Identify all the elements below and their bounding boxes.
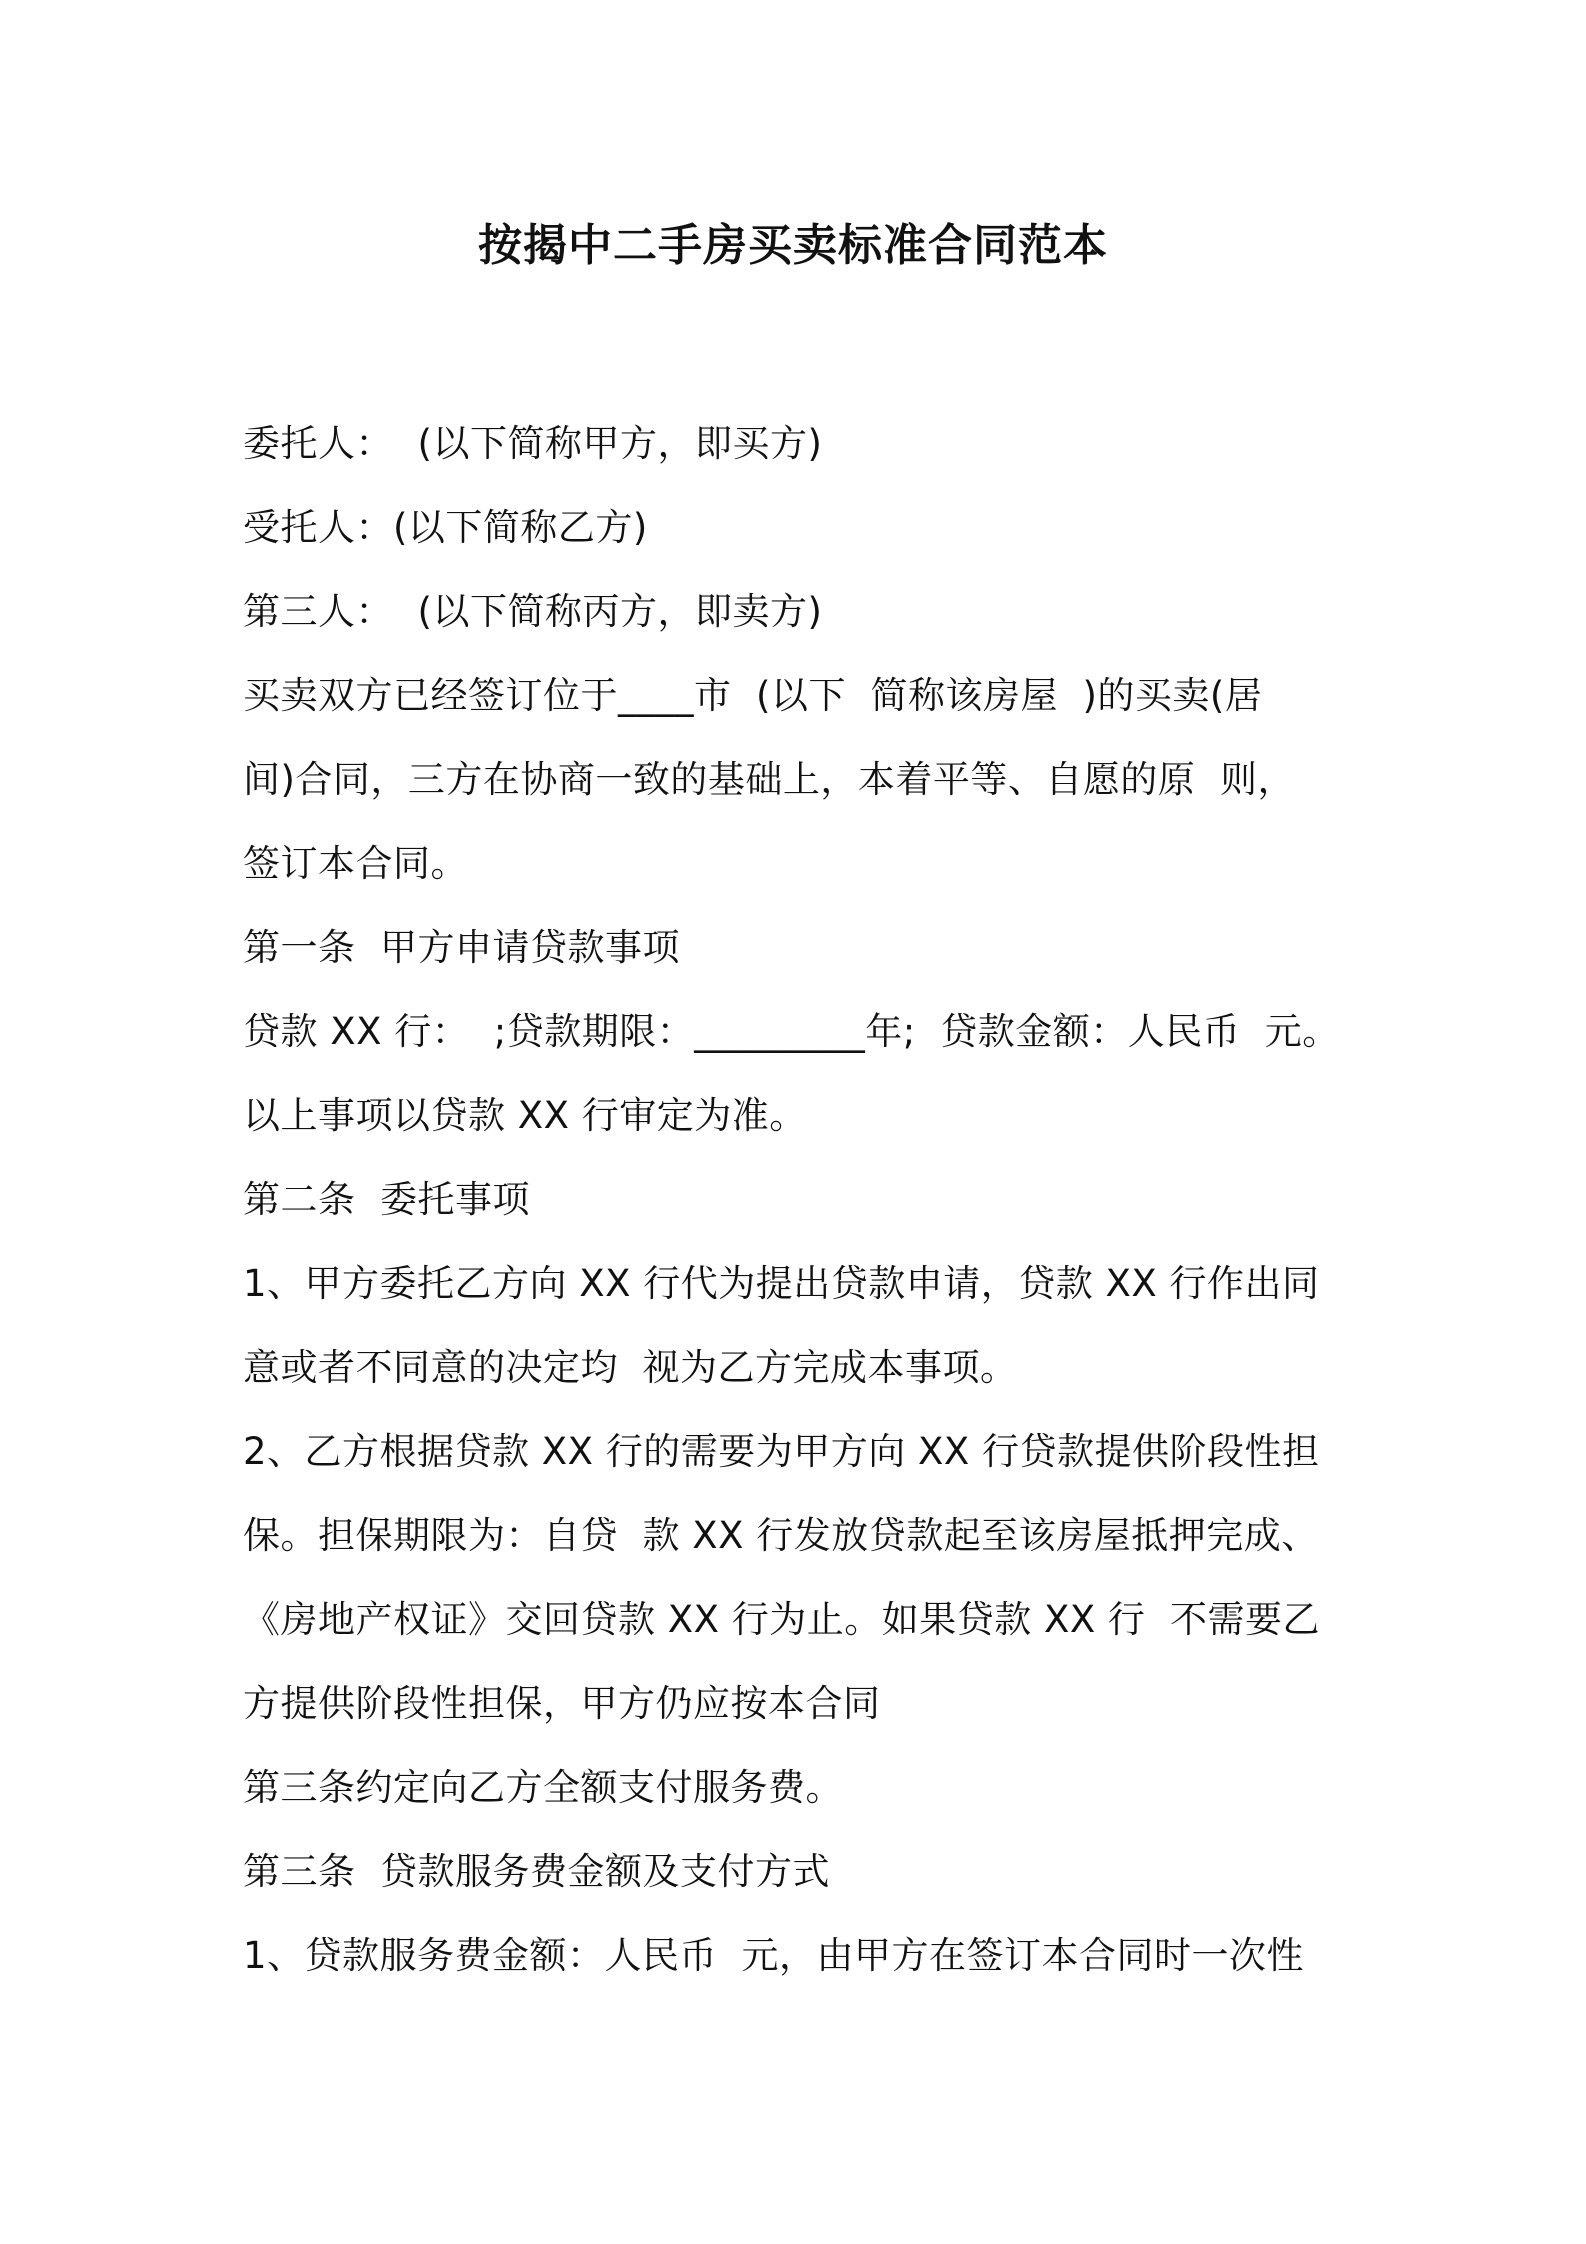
clause-line: 签订本合同。 <box>243 842 468 885</box>
clause-line: 第三条约定向乙方全额支付服务费。 <box>243 1766 843 1809</box>
section-heading: 第二条 委托事项 <box>243 1178 531 1221</box>
clause-line: 贷款 XX 行： ;贷款期限：_________年; 贷款金额：人民币 元。 <box>243 1010 1340 1053</box>
section-heading: 第三条 贷款服务费金额及支付方式 <box>243 1850 831 1893</box>
clause-line: 1、甲方委托乙方向 XX 行代为提出贷款申请，贷款 XX 行作出同 <box>243 1262 1320 1305</box>
document-title: 按揭中二手房买卖标准合同范本 <box>478 220 1108 271</box>
clause-line: 以上事项以贷款 XX 行审定为准。 <box>243 1094 807 1137</box>
clause-line: 意或者不同意的决定均 视为乙方完成本事项。 <box>243 1346 1018 1389</box>
clause-line: 委托人： (以下简称甲方，即买方) <box>243 422 823 465</box>
clause-line: 《房地产权证》交回贷款 XX 行为止。如果贷款 XX 行 不需要乙 <box>243 1598 1320 1641</box>
clause-line: 保。担保期限为：自贷 款 XX 行发放贷款起至该房屋抵押完成、 <box>243 1514 1319 1557</box>
clause-line: 间)合同，三方在协商一致的基础上，本着平等、自愿的原 则， <box>243 758 1295 801</box>
clause-line: 1、贷款服务费金额：人民币 元，由甲方在签订本合同时一次性 <box>243 1934 1305 1977</box>
clause-line: 第三人： (以下简称丙方，即卖方) <box>243 590 823 633</box>
document-body <box>243 402 1353 1998</box>
clause-line: 2、乙方根据贷款 XX 行的需要为甲方向 XX 行贷款提供阶段性担 <box>243 1430 1320 1473</box>
clause-line: 受托人：(以下简称乙方) <box>243 506 648 549</box>
clause-line: 方提供阶段性担保，甲方仍应按本合同 <box>243 1682 881 1725</box>
section-heading: 第一条 甲方申请贷款事项 <box>243 926 681 969</box>
clause-line: 买卖双方已经签订位于____市 (以下 简称该房屋 )的买卖(居 <box>243 674 1263 717</box>
